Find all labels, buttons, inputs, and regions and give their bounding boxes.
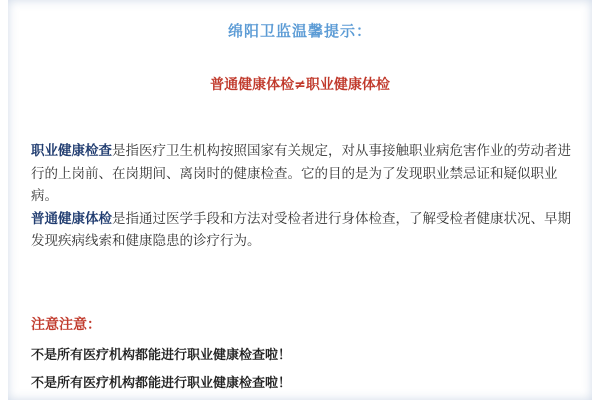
notice-line: 不是所有医疗机构都能进行职业健康检查啦！ — [31, 376, 292, 391]
term-occupational: 职业健康检查 — [31, 143, 112, 159]
page-title: 绵阳卫监温馨提示： — [227, 22, 372, 40]
definition-general — [31, 208, 576, 253]
page-subtitle: 普通健康体检≠职业健康体检 — [210, 77, 390, 93]
definitions-block — [31, 140, 576, 253]
notice-heading: 注意注意： — [31, 317, 101, 333]
definition-occupational-text: 是指医疗卫生机构按照国家有关规定，对从事接触职业病危害作业的劳动者进行的上岗前、在岗期间、离岗时的健康检查。它的目的是为了发现职业禁忌证和疑似职业病。 — [31, 143, 571, 204]
notice-line: 不是所有医疗机构都能进行职业健康检查啦！ — [31, 348, 292, 363]
definition-general-text: 是指通过医学手段和方法对受检者进行身体检查，了解受检者健康状况、早期发现疾病线索和健康隐患的诊疗行为。 — [31, 210, 571, 249]
definition-occupational — [31, 140, 576, 208]
term-general: 普通健康体检 — [31, 210, 112, 227]
